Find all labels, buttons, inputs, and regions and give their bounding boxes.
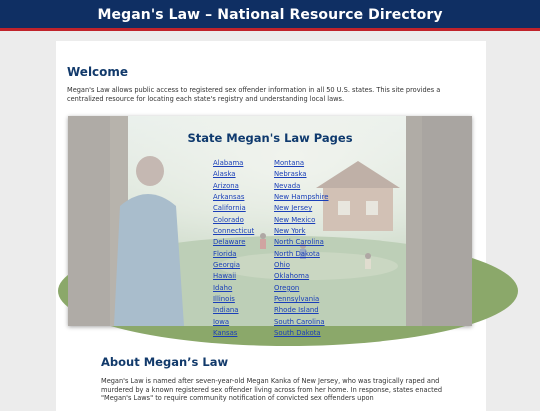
state-list-item bbox=[213, 207, 254, 224]
state-list-item bbox=[274, 317, 329, 338]
state-link-nebraska[interactable]: Nebraska bbox=[274, 170, 307, 179]
state-list-item bbox=[213, 297, 254, 315]
state-link-idaho[interactable]: Idaho bbox=[213, 283, 233, 292]
state-link-new-york[interactable]: New York bbox=[274, 227, 306, 236]
state-list-item bbox=[213, 263, 254, 281]
about-heading: About Megan’s Law bbox=[101, 355, 229, 369]
state-link-arkansas[interactable]: Arkansas bbox=[213, 193, 245, 202]
site-title: Megan's Law – National Resource Directory bbox=[97, 7, 443, 23]
state-link-california[interactable]: California bbox=[213, 204, 246, 213]
state-link-rhode-island[interactable]: Rhode Island bbox=[274, 306, 319, 315]
state-list-item bbox=[274, 229, 329, 247]
state-list-item bbox=[274, 215, 329, 236]
state-list-item bbox=[213, 161, 254, 179]
content-card bbox=[56, 41, 486, 411]
state-link-connecticut[interactable]: Connecticut bbox=[213, 227, 255, 236]
state-link-montana[interactable]: Montana bbox=[274, 159, 305, 167]
state-link-kansas[interactable]: Kansas bbox=[213, 329, 238, 338]
state-link-south-carolina[interactable]: South Carolina bbox=[274, 317, 325, 326]
about-paragraph: Megan's Law is named after seven-year-old Megan Kanka of New Jersey, who was tragically raped and murdered by a known registered sex offender living across from her home. In response, states enacted "Megan's Laws" to require community notification of convicted sex offenders upon bbox=[101, 377, 443, 403]
state-link-indiana[interactable]: Indiana bbox=[213, 306, 239, 315]
state-link-arizona[interactable]: Arizona bbox=[213, 181, 239, 190]
state-link-new-jersey[interactable]: New Jersey bbox=[274, 204, 313, 213]
state-link-oregon[interactable]: Oregon bbox=[274, 283, 300, 292]
state-link-north-dakota[interactable]: North Dakota bbox=[274, 249, 320, 258]
image-overlay bbox=[68, 116, 472, 326]
state-link-hawaii[interactable]: Hawaii bbox=[213, 272, 237, 281]
state-link-oklahoma[interactable]: Oklahoma bbox=[274, 272, 310, 281]
state-list-item bbox=[213, 283, 254, 304]
state-list-item bbox=[274, 297, 329, 315]
state-list-item bbox=[274, 283, 329, 304]
state-list-item bbox=[274, 309, 329, 326]
state-list-item bbox=[213, 181, 254, 202]
state-link-south-dakota[interactable]: South Dakota bbox=[274, 329, 321, 338]
state-list-item bbox=[274, 263, 329, 281]
state-list-item bbox=[274, 150, 329, 167]
state-list-item bbox=[213, 173, 254, 190]
state-link-delaware[interactable]: Delaware bbox=[213, 238, 246, 247]
state-link-colorado[interactable]: Colorado bbox=[213, 215, 244, 224]
state-link-iowa[interactable]: Iowa bbox=[213, 317, 230, 326]
state-list-item bbox=[274, 161, 329, 179]
state-link-pennsylvania[interactable]: Pennsylvania bbox=[274, 295, 320, 304]
site-header bbox=[0, 0, 540, 31]
welcome-heading: Welcome bbox=[67, 65, 129, 79]
state-list-item bbox=[274, 181, 329, 202]
state-links-column-2 bbox=[274, 150, 329, 338]
state-list-item bbox=[213, 317, 254, 338]
state-list-item bbox=[213, 215, 255, 236]
state-list-item bbox=[213, 249, 254, 270]
welcome-paragraph: Megan's Law allows public access to registered sex offender information in all 50 U.S. states. This site provides a centralized resource for locating each state's registry and understanding local laws. bbox=[67, 86, 441, 103]
state-link-north-carolina[interactable]: North Carolina bbox=[274, 238, 324, 247]
state-link-nevada[interactable]: Nevada bbox=[274, 181, 301, 190]
state-link-alaska[interactable]: Alaska bbox=[213, 170, 236, 179]
state-list-item bbox=[213, 150, 254, 167]
state-directory-panel bbox=[68, 116, 472, 338]
state-list-item bbox=[213, 195, 254, 213]
state-list-item bbox=[274, 207, 329, 224]
state-link-illinois[interactable]: Illinois bbox=[213, 295, 235, 304]
state-links-column-1 bbox=[213, 150, 255, 338]
state-link-georgia[interactable]: Georgia bbox=[213, 261, 241, 270]
state-link-new-mexico[interactable]: New Mexico bbox=[274, 215, 316, 224]
state-link-ohio[interactable]: Ohio bbox=[274, 261, 290, 270]
state-list-item bbox=[213, 241, 254, 258]
state-link-florida[interactable]: Florida bbox=[213, 249, 237, 258]
state-pages-heading: State Megan's Law Pages bbox=[187, 131, 353, 145]
state-link-alabama[interactable]: Alabama bbox=[213, 159, 244, 167]
state-link-new-hampshire[interactable]: New Hampshire bbox=[274, 193, 329, 202]
